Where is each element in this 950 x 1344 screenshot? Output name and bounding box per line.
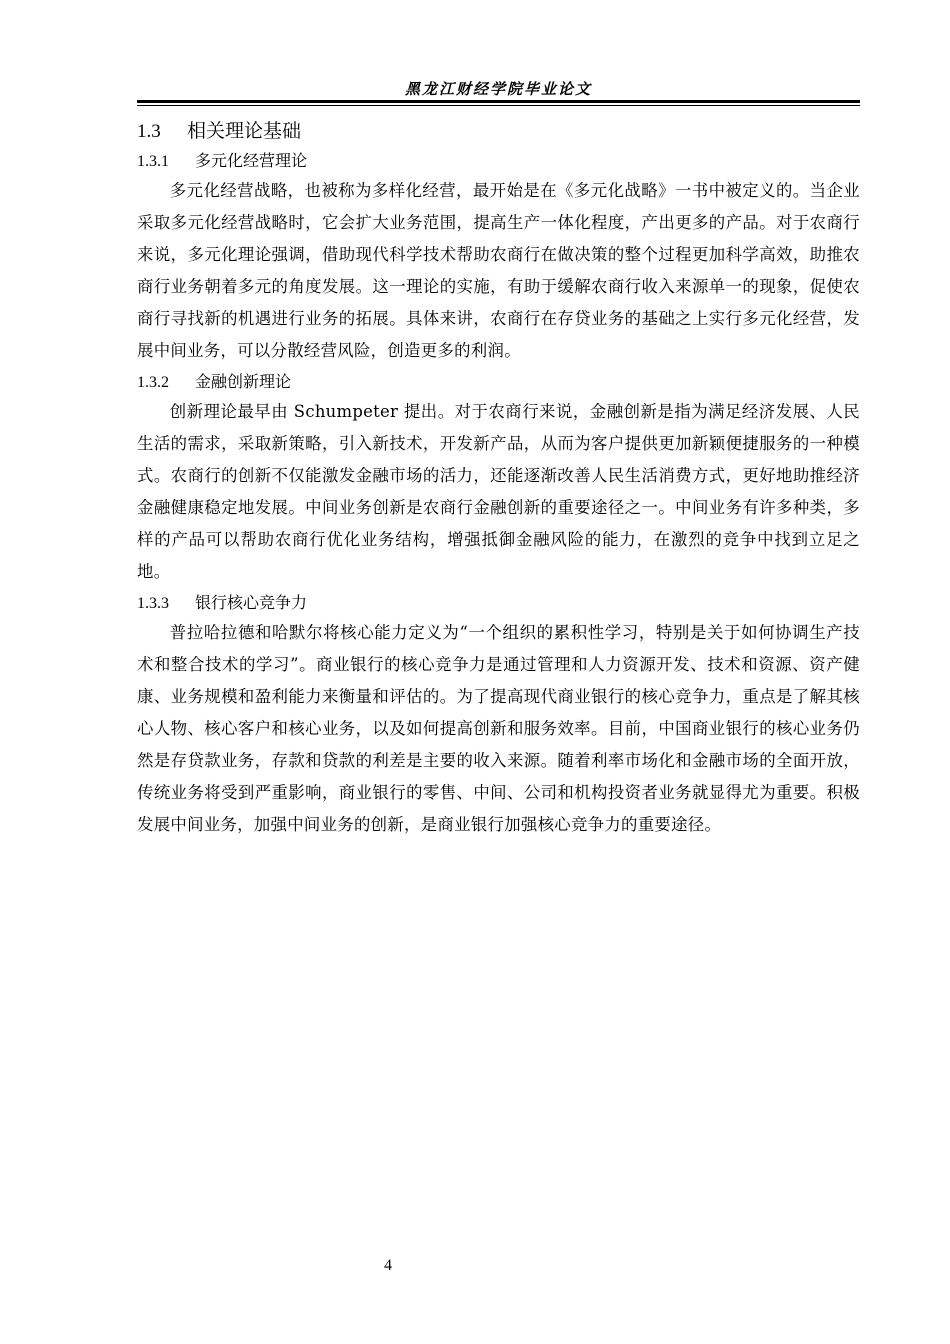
paragraph-core-competitiveness: 普拉哈拉德和哈默尔将核心能力定义为“一个组织的累积性学习，特别是关于如何协调生产技术和整合技术的学习”。商业银行的核心竞争力是通过管理和人力资源开发、技术和资源、资产健康、业务规模和盈利能力来衡量和评估的。为了提高现代商业银行的核心竞争力，重点是了解其核心人物、核心客户和核心业务，以及如何提高创新和服务效率。目前，中国商业银行的核心业务仍然是存贷款业务，存款和贷款的利差是主要的收入来源。随着利率市场化和金融市场的全面开放，传统业务将受到严重影响，商业银行的零售、中间、公司和机构投资者业务就显得尤为重要。积极发展中间业务，加强中间业务的创新，是商业银行加强核心竞争力的重要途径。 [137, 623, 860, 834]
section-heading [137, 116, 860, 146]
paragraph-financial-innovation: 创新理论最早由 Schumpeter 提出。对于农商行来说，金融创新是指为满足经济发展、人民生活的需求，采取新策略，引入新技术，开发新产品，从而为客户提供更加新颖便捷服务的一种模式。农商行的创新不仅能激发金融市场的活力，还能逐渐改善人民生活消费方式，更好地助推经济金融健康稳定地发展。中间业务创新是农商行金融创新的重要途径之一。中间业务有许多种类，多样的产品可以帮助农商行优化业务结构，增强抵御金融风险的能力，在激烈的竞争中找到立足之地。 [137, 402, 860, 581]
section-number: 1.3 [137, 121, 161, 142]
paragraph-diversification: 多元化经营战略，也被称为多样化经营，最开始是在《多元化战略》一书中被定义的。当企业采取多元化经营战略时，它会扩大业务范围，提高生产一体化程度，产出更多的产品。对于农商行来说，多元化理论强调，借助现代科学技术帮助农商行在做决策的整个过程更加科学高效，助推农商行业务朝着多元的角度发展。这一理论的实施，有助于缓解农商行收入来源单一的现象，促使农商行寻找新的机遇进行业务的拓展。具体来讲，农商行在存贷业务的基础之上实行多元化经营，发展中间业务，可以分散经营风险，创造更多的利润。 [137, 181, 860, 360]
subsection-title: 金融创新理论 [195, 372, 292, 391]
section-title: 相关理论基础 [187, 120, 302, 142]
header-rule-thick [137, 100, 860, 103]
header-rule-thin [137, 105, 860, 106]
subsection-heading-1-3-1 [137, 146, 860, 175]
subsection-number: 1.3.2 [137, 374, 169, 391]
subsection-title: 多元化经营理论 [195, 151, 308, 170]
subsection-title: 银行核心竞争力 [195, 593, 308, 612]
subsection-heading-1-3-3 [137, 588, 860, 617]
page-number: 4 [384, 1257, 392, 1274]
running-header-title: 黑龙江财经学院毕业论文 [404, 80, 592, 98]
subsection-heading-1-3-2 [137, 367, 860, 396]
subsection-number: 1.3.3 [137, 595, 169, 612]
page-body [137, 116, 860, 841]
subsection-number: 1.3.1 [137, 153, 169, 170]
